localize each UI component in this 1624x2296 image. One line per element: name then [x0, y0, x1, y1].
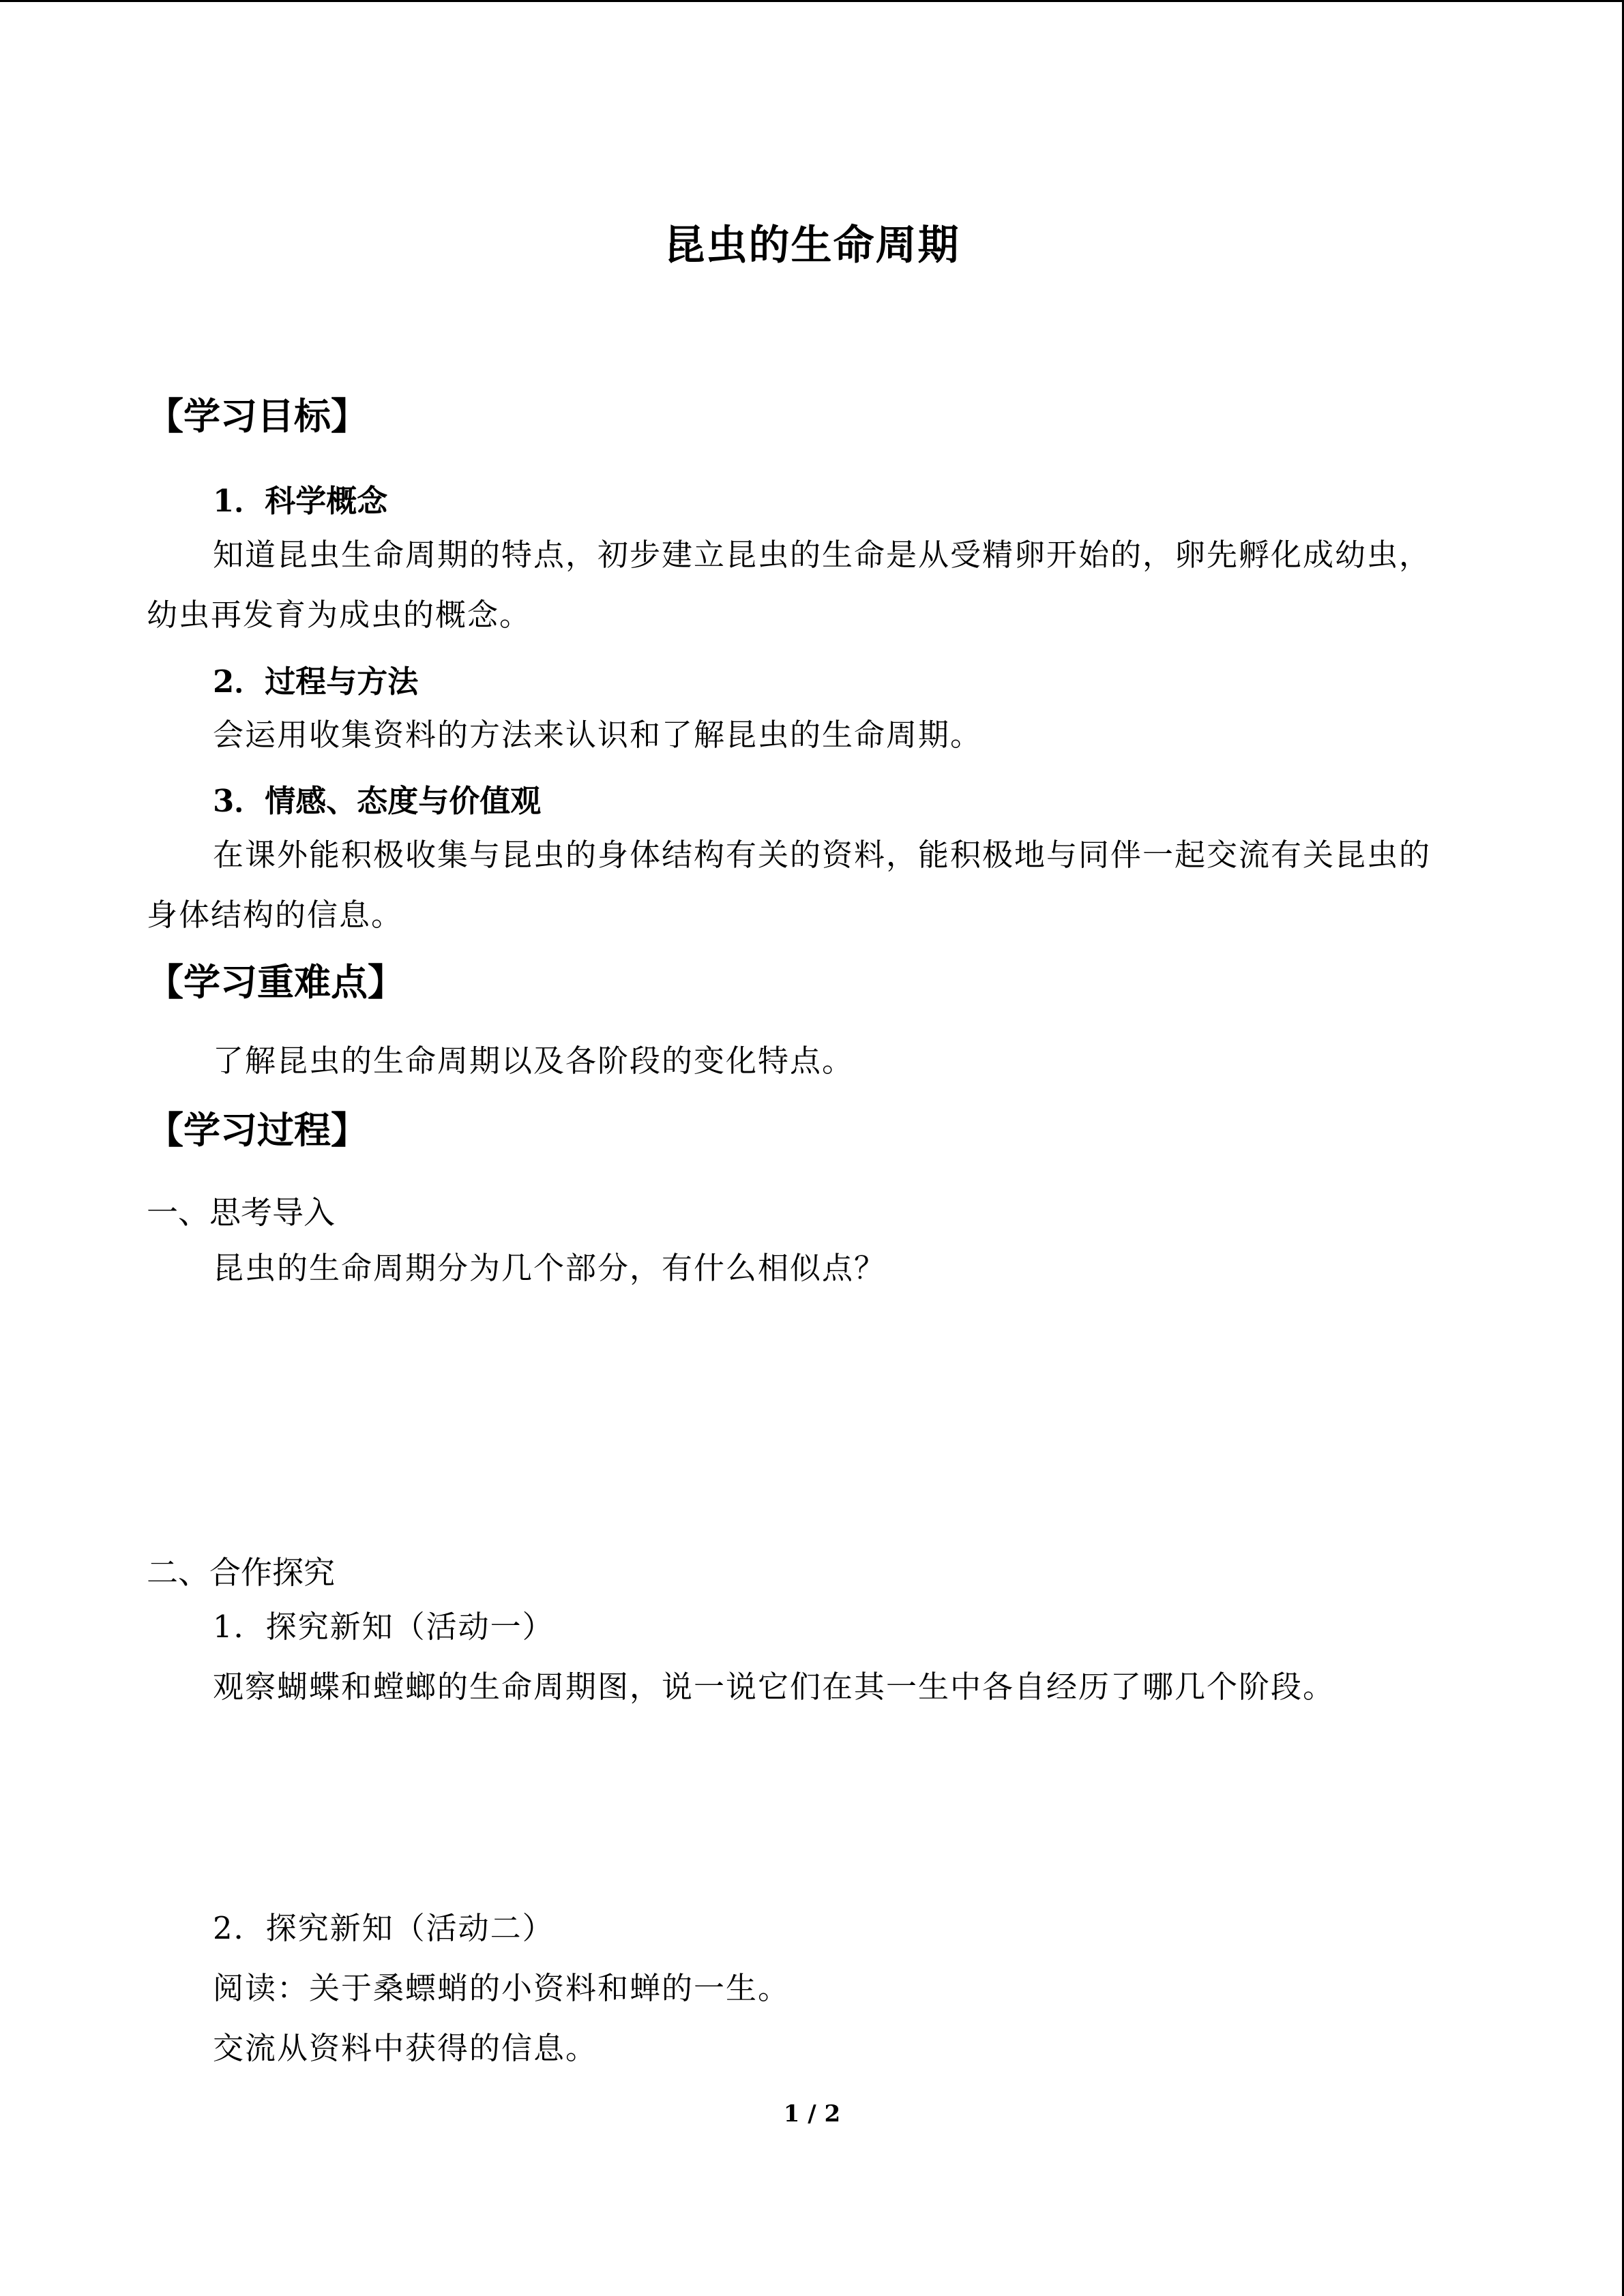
- activity2-text-1: 阅读：关于桑螵蛸的小资料和蝉的一生。: [213, 1970, 791, 2006]
- part2-heading: 二、合作探究: [147, 1554, 335, 1591]
- page-number: 1 / 2: [783, 2100, 841, 2128]
- objective-1-label: 1．科学概念: [213, 483, 388, 519]
- key-points-heading: 【学习重难点】: [147, 960, 404, 1004]
- activity1-label: 1．探究新知（活动一）: [213, 1609, 555, 1645]
- activity2-label: 2．探究新知（活动二）: [213, 1910, 555, 1946]
- objective-3-line-1: 在课外能积极收集与昆虫的身体结构有关的资料，能积极地与同伴一起交流有关昆虫的: [213, 837, 1432, 873]
- activity1-text: 观察蝴蝶和螳螂的生命周期图，说一说它们在其一生中各自经历了哪几个阶段。: [213, 1669, 1335, 1705]
- document-title: 昆虫的生命周期: [664, 222, 960, 269]
- objective-2-line-1: 会运用收集资料的方法来认识和了解昆虫的生命周期。: [213, 717, 983, 753]
- part1-text: 昆虫的生命周期分为几个部分，有什么相似点？: [213, 1250, 887, 1286]
- objectives-heading: 【学习目标】: [147, 394, 368, 438]
- activity2-text-2: 交流从资料中获得的信息。: [213, 2030, 598, 2066]
- part1-heading: 一、思考导入: [147, 1194, 335, 1231]
- objective-2-label: 2．过程与方法: [213, 664, 419, 700]
- objective-3-label: 3．情感、态度与价值观: [213, 783, 542, 819]
- process-heading: 【学习过程】: [147, 1108, 368, 1152]
- page-top-border: [0, 0, 1624, 2]
- objective-1-line-1: 知道昆虫生命周期的特点，初步建立昆虫的生命是从受精卵开始的，卵先孵化成幼虫，: [213, 537, 1432, 573]
- objective-1-line-2: 幼虫再发育为成虫的概念。: [147, 597, 532, 633]
- key-points-text: 了解昆虫的生命周期以及各阶段的变化特点。: [213, 1043, 855, 1079]
- objective-3-line-2: 身体结构的信息。: [147, 897, 404, 933]
